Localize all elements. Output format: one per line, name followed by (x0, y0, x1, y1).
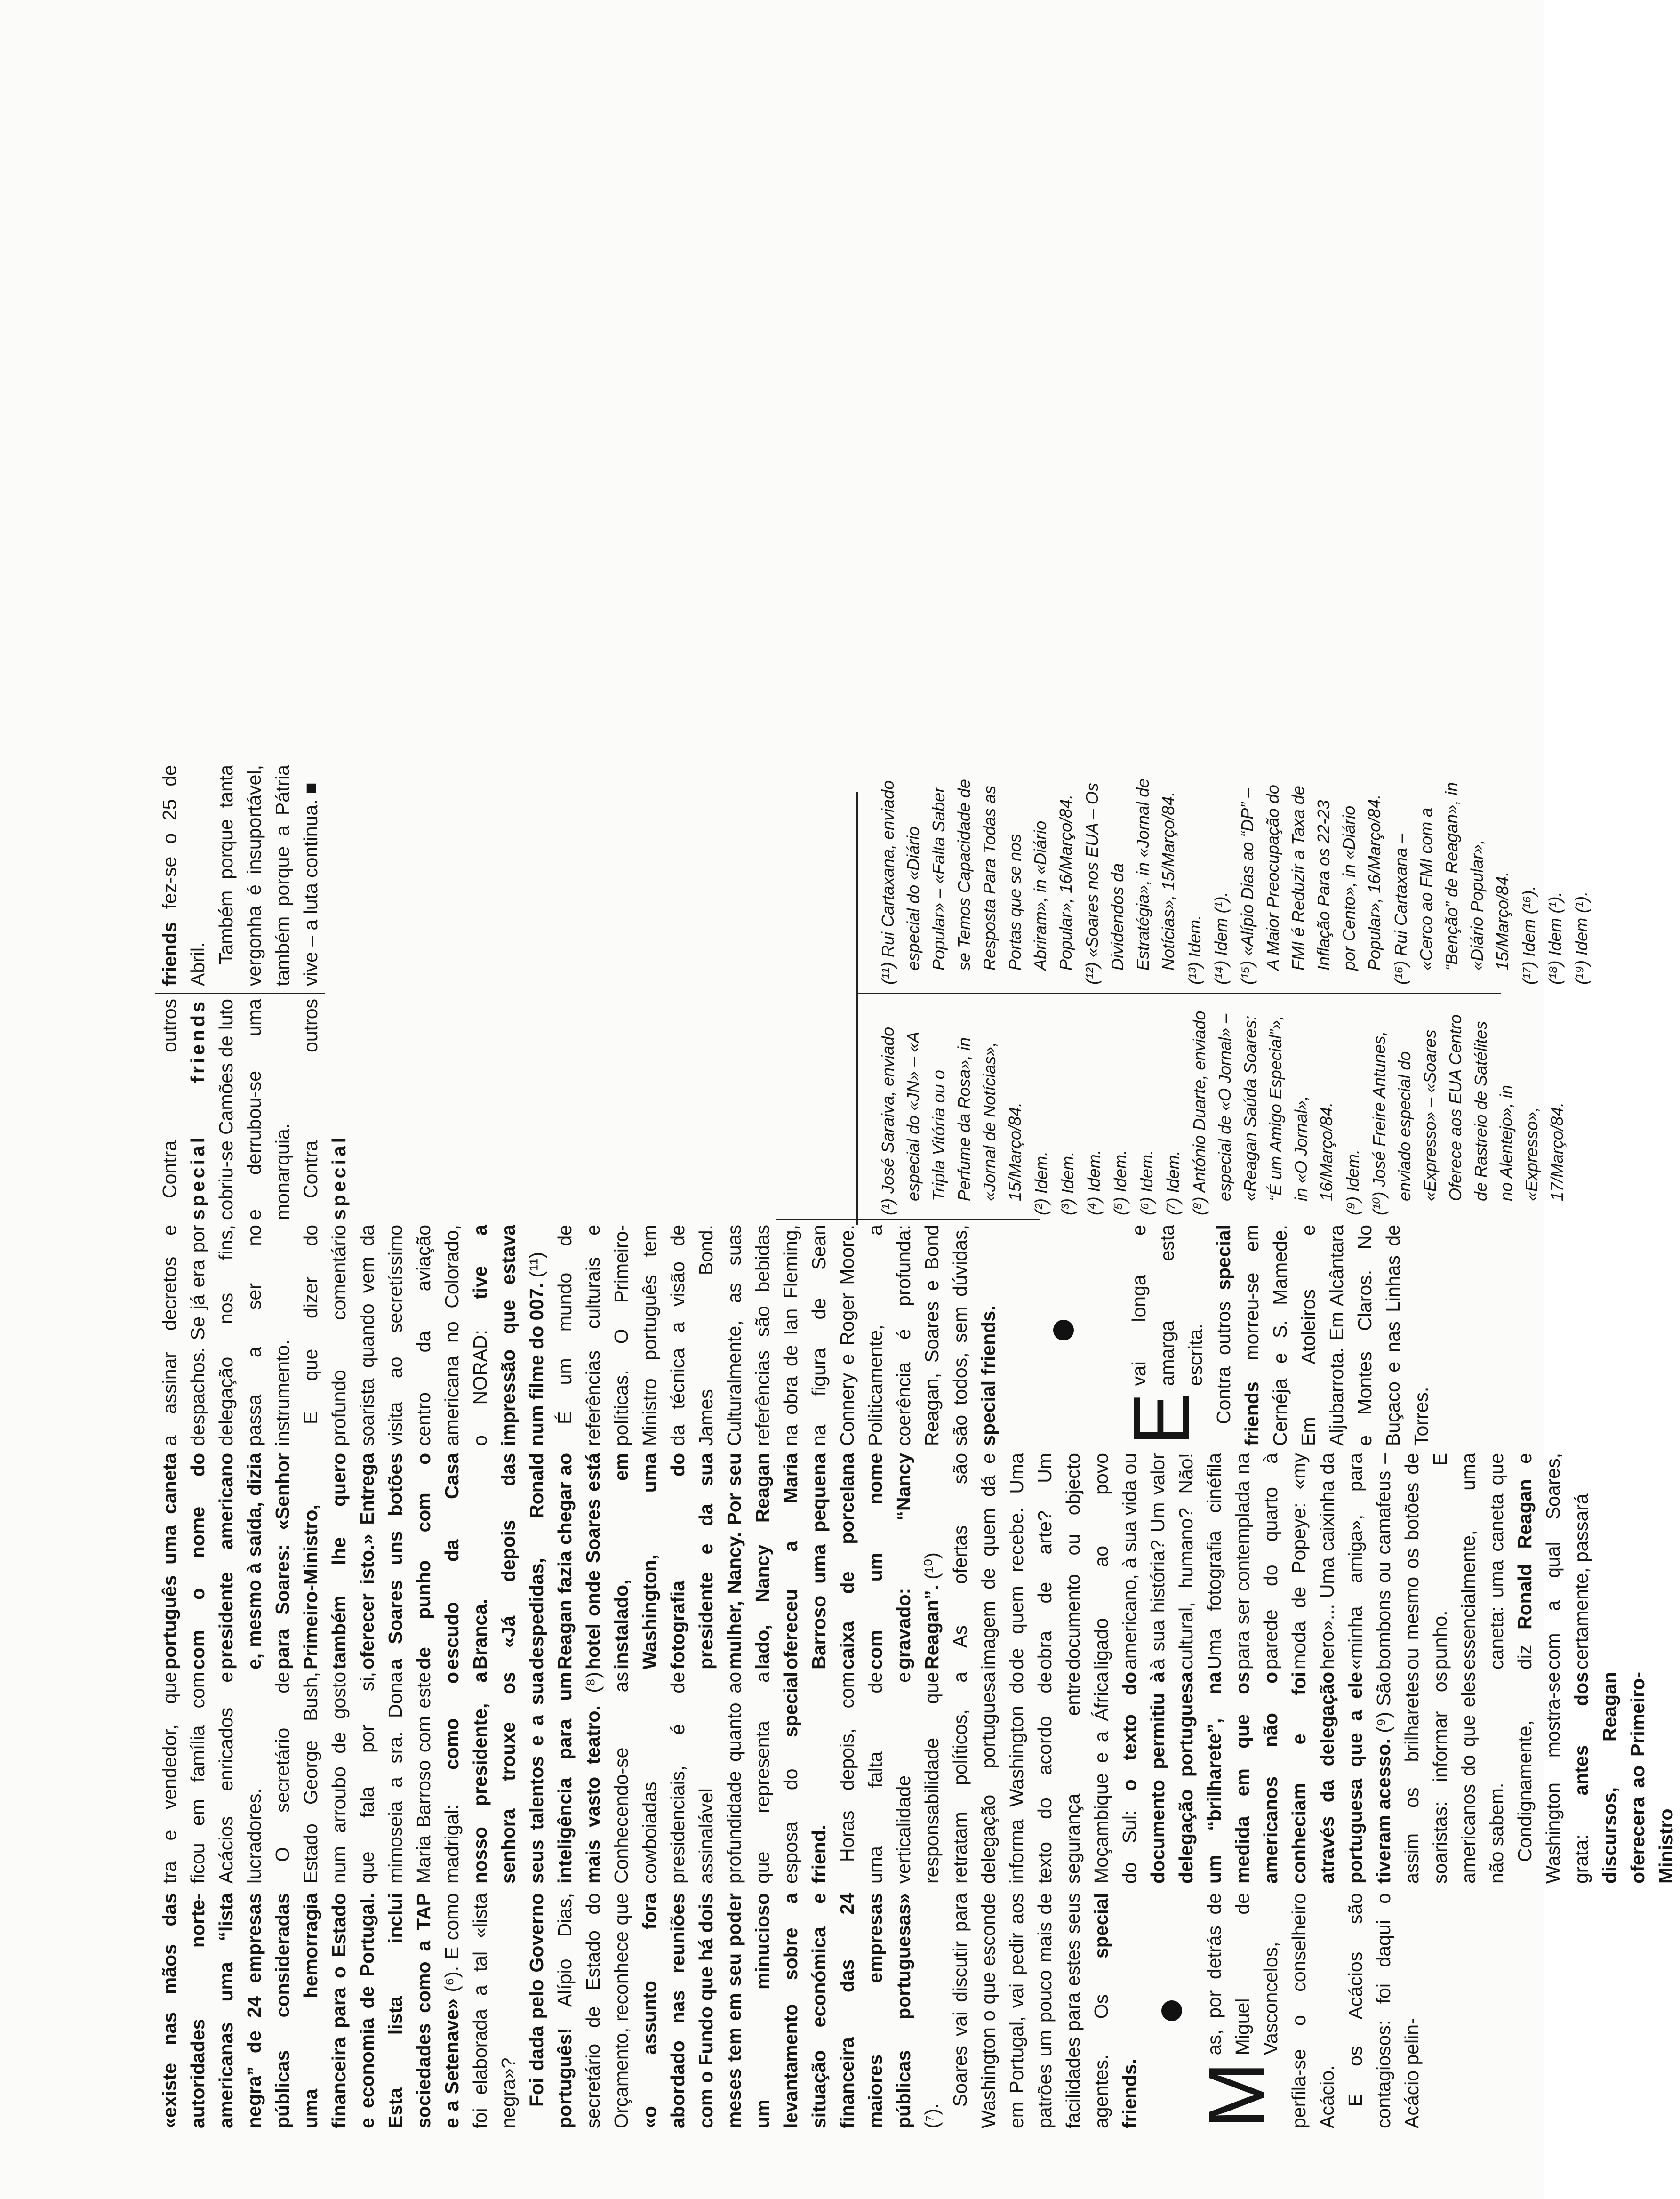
column-2 (155, 1672, 1680, 1884)
footnote: (¹¹) Rui Cartaxana, enviado especial do «Diário Popular» – «Falta Saber se Temos Capacidade de Resposta Para Todas as Portas que se nos Abriram», in «Diário Popular», 16/Março/84. (878, 779, 1075, 985)
column-3 (155, 1453, 1595, 1669)
text: Também porque tanta vergonha é insuportável, também porque a Pátria vive – a luta continua. (215, 765, 321, 986)
bold-quote: «o assunto fora abordado nas reuniões com o Fundo que há dois meses tem em seu poder um minucioso levantamento sobre a situação económica e financeira das 24 maiores empresas públicas portuguesas» (639, 1893, 914, 2128)
bold-quote: antes dos discursos, Reagan oferecera ao Primeiro-Ministro (1570, 1672, 1677, 1884)
text: (⁸) Conhecendo-se as cowboiadas presidenciais, é de assinalável profundidade quanto ao que representa a esposa do (582, 1672, 801, 1884)
text: As ofertas são imagem de quem dá e de quem recebe. Uma obra de arte? Um documento ou objecto ligado ao povo americano, à sua vida ou à sua história? Um valor cultural, humano? Não! Uma fotografia cinéfila para ser contemplada na parede do quarto à moda de Popeye: «my hero»... Uma caixinha da «minha amiga», para bombons ou camafeus – ou mesmo os botões de punho. E essencialmente, uma caneta: uma caneta que diz (949, 1453, 1536, 1669)
column-1 (155, 1893, 1426, 2128)
footnote-ref: (¹¹) (526, 1252, 547, 1278)
paragraph (551, 1225, 1002, 1446)
text: E os Acácios são contagiosos: foi daqui o Acácio pelin- (1344, 1893, 1423, 2128)
bold-quote: «existe nas mãos das autoridades norte-americanas uma “lista negra” de 24 empresas públicas consideradas uma hemorragia financeira para o Estado e economia de Portugal. Esta lista inclui sociedades como a TAP e a Setenave» (159, 1893, 463, 2128)
footnote: (¹⁹) Idem (¹). (1572, 891, 1591, 985)
paragraph (155, 999, 296, 1220)
separator-space (1144, 1893, 1200, 2128)
text: morreu-se em Cernéja e S. Mamede. Em Atoleiros e Aljubarrota. Em Alcântara e Montes Claros. No Buçaco e nas Linhas de Torres. (1241, 1225, 1432, 1446)
paragraph (155, 1225, 296, 1446)
separator-space (1002, 1225, 1125, 1446)
special-friend-emphasis: special friend. (780, 1672, 830, 1884)
special-friends-emphasis: special friends (1213, 1225, 1263, 1446)
bullet-separator (1161, 2000, 1182, 2021)
text: as, por detrás de Miguel de Vasconcelos, perfila-se o conselheiro Acácio. (1203, 1893, 1338, 2128)
paragraph (212, 765, 325, 986)
text: É um mundo de referências culturais e políticas. O Primeiro-Ministro português tem da técnica a visão de James Bond. Culturalmente, as suas referências são bebidas na obra de Ian Fleming, na figura de Sean Connery e Roger Moore. Politicamente, a coerência é profunda: Reagan, Soares e Bond são todos, sem dúvidas, (554, 1225, 971, 1446)
paragraph (1209, 1225, 1435, 1446)
footnote: (⁴) Idem. (1084, 1149, 1104, 1215)
footnotes-left (875, 1006, 1571, 1215)
special-emphasis: special (328, 1134, 350, 1220)
text: Horas depois, com uma falta de verticalidade e responsabilidade que retratam políticos, a delegação portuguesa informa Washington do texto do acordo de segurança entre Moçambique e a África do Sul: (836, 1672, 1140, 1884)
paragraph (296, 999, 353, 1220)
special-friends-emphasis: special friends (187, 999, 208, 1220)
footnote: (⁷) Idem. (1163, 1150, 1183, 1215)
footnote: (³) Idem. (1058, 1151, 1077, 1215)
bold-name: Ronald Reagan (1514, 1479, 1536, 1629)
column-5 (155, 999, 353, 1220)
footnote: (¹⁸) Idem (¹). (1545, 891, 1565, 985)
paragraph (155, 1453, 494, 1669)
text: Contra outros (159, 999, 180, 1198)
paragraph (296, 1225, 551, 1446)
paragraph (1192, 1893, 1341, 2128)
paragraph (155, 765, 212, 986)
footnote: (¹⁶) Rui Cartaxana – «Cerco ao FMI com a “Benção” de Reagan», in «Diário Popular», 15/Março/84. (1391, 782, 1512, 985)
end-mark: ■ (300, 782, 321, 794)
bold-quote: tive a impressão que estava num filme do 007. (469, 1225, 547, 1446)
column-4 (155, 1225, 1435, 1446)
footnote: (¹) José Saraiva, enviado especial do «JN» – «A Tripla Vitória ou o Perfume da Rosa», in «Jornal de Notícias», 15/Março/84. (878, 1027, 1024, 1215)
bold-statement: Foi dada pelo Governo português! (526, 1893, 576, 2128)
paragraph (1511, 1672, 1680, 1884)
text: cobriu-se Camões de luto e derrubou-se uma monarquia. (215, 999, 293, 1220)
paragraph (155, 1893, 522, 2128)
bold-quote: o texto do documento permitiu à delegação portuguesa um “brilharete”, na medida em que os americanos não o conheciam e foi através da delegação portuguesa que a ele tiveram acesso. (1119, 1672, 1394, 1884)
footnote: (²) Idem. (1032, 1151, 1051, 1215)
paragraph (1117, 1225, 1209, 1446)
paragraph (946, 1893, 1144, 2128)
bold-quote: português uma caneta com o nome do presidente americano e, mesmo à saída, dizia para Soares: «Senhor Primeiro-Ministro, também lhe quero oferecer isto.» Entrega a Soares uns botões de punho com o escudo da Casa Branca. (159, 1453, 491, 1669)
paragraph (268, 1672, 833, 1884)
text: vai longa e amarga esta escrita. (1128, 1225, 1206, 1386)
text: Contra outros (300, 999, 321, 1198)
special-friends-emphasis: special friends. (1090, 1893, 1140, 2128)
footnote: (¹⁴) Idem (¹). (1211, 891, 1231, 985)
drop-cap: E (1117, 1392, 1206, 1446)
text: Alípio Dias, secretário de Estado do Orçamento, reconhece que (554, 1893, 632, 2128)
paragraph (1341, 1893, 1426, 2128)
paragraph (833, 1672, 1511, 1884)
bold-quote: «Já depois das despedidas, Ronald Reagan fazia chegar ao hotel onde Soares está instalado, em Washington, uma fotografia do presidente e da sua mulher, Nancy. Por seu lado, Nancy Reagan ofereceu a Maria Barroso uma pequena caixa de porcelana com um nome gravado: “Nancy Reagan”. (497, 1453, 943, 1669)
footnote: (¹²) «Soares nos EUA – Os Dividendos da Estratégia», in «Jornal de Notícias», 15/Março/84. (1082, 778, 1178, 985)
footnote: (⁶) Idem. (1137, 1150, 1156, 1215)
text: tra e vendedor, que ficou em família com Acácios enricados e lucradores. (159, 1672, 265, 1884)
footnote: (⁸) António Duarte, enviado especial de «O Jornal» – «Reagan Saúda Soares: “É um Amigo Especial”», in «O Jornal», 16/Março/84. (1190, 1011, 1336, 1215)
footnote-column-rule (856, 993, 1501, 994)
text: Soares vai discutir para Washington o que esconde em Portugal, vai pedir aos patrões um pouco mais de facilidades para estes seus agentes. Os (949, 1893, 1112, 2128)
bold-quote: como o nosso presidente, a senhora trouxe os seus talentos e a sua inteligência para um mais vasto teatro. (441, 1672, 604, 1884)
footnote: (¹⁷) Idem (¹⁶). (1519, 885, 1538, 985)
column-separator-rule (776, 1219, 1040, 1220)
column-6 (155, 765, 325, 994)
footnote: (¹³) Idem. (1185, 915, 1204, 985)
bullet-separator (1053, 1320, 1074, 1340)
special-friends-emphasis: special friends. (977, 1305, 999, 1446)
text: E que dizer do profundo comentário soarista quando vem da visita ao secretíssimo centro da aviação americana no Colorado, o NORAD: (300, 1225, 491, 1446)
footnotes-right (875, 778, 1595, 985)
footnote-separator-rule (856, 792, 858, 1225)
paragraph (155, 1672, 268, 1884)
paragraph (946, 1453, 1595, 1669)
footnote-ref: (⁶). E como foi elaborada a tal «lista negra»? (441, 1893, 519, 2128)
footnote-ref: (¹⁰) (921, 1552, 943, 1580)
drop-cap: M (1192, 2062, 1281, 2128)
paragraph (522, 1893, 946, 2128)
footnote: (⁹) Idem. (1343, 1149, 1362, 1215)
footnote-ref: (⁷). (921, 2103, 943, 2128)
footnote: (¹⁰) José Freire Antunes, enviado especial do «Expresso» – «Soares Oferece aos EUA Centro de Rastreio de Satélites no Alentejo», in «Expresso», 17/Março/84. (1369, 1014, 1567, 1215)
text: O secretário de Estado George Bush, num arroubo de gosto que fala por si, mimoseia a sra. Dona Maria Barroso com este madrigal: (272, 1672, 463, 1884)
text: a assinar decretos e despachos. Se já era por delegação nos fins, passa a ser no instrumento. (159, 1225, 293, 1446)
paragraph (494, 1453, 946, 1669)
text: Condignamente, Washington mostra-se grata: (1514, 1672, 1592, 1884)
footnote: (¹⁵) «Alípio Dias ao “DP” – A Maior Preocupação do FMI é Reduzir a Taxa de Inflação Para os 22-23 por Cento», in «Diário Popular», 16/Março/84. (1238, 785, 1384, 985)
text: fez-se o 25 de Abril. (159, 765, 208, 986)
text: e com a qual Soares, certamente, passará (1514, 1453, 1592, 1669)
text: Contra outros (1213, 1301, 1234, 1424)
text: (⁹) São assim os brilharetes soaristas: informar os americanos do que eles não sabem. (1373, 1672, 1507, 1884)
footnote: (⁵) Idem. (1111, 1149, 1130, 1215)
friends-emphasis: friends (159, 922, 180, 986)
